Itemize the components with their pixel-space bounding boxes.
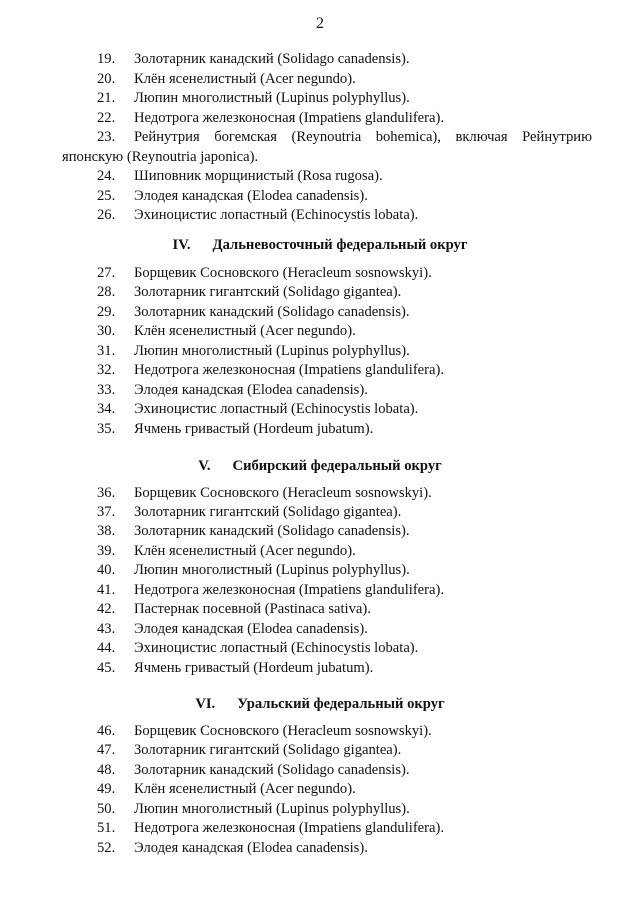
item-number: 44. (97, 640, 116, 656)
page-number: 2 (316, 15, 324, 32)
item-text: Золотарник гигантский (Solidago gigantea). (134, 284, 402, 300)
item-text: Недотрога железконосная (Impatiens glandulifera). (134, 582, 444, 598)
item-number: 31. (97, 343, 116, 359)
item-number: 33. (97, 382, 116, 398)
item-text: Ячмень гривастый (Hordeum jubatum). (134, 660, 374, 676)
item-number: 22. (97, 110, 116, 126)
item-number: 51. (97, 820, 116, 836)
item-text: Люпин многолистный (Lupinus polyphyllus). (134, 90, 410, 106)
item-text: Золотарник канадский (Solidago canadensis). (134, 523, 410, 539)
item-number: 46. (97, 723, 116, 739)
section-heading-v (0, 457, 640, 477)
item-number: 49. (97, 781, 116, 797)
item-number: 34. (97, 401, 116, 417)
item-number: 25. (97, 188, 116, 204)
section-heading-iv (0, 236, 640, 256)
item-number: 47. (97, 742, 116, 758)
section-title: Дальневосточный федеральный округ (212, 237, 468, 253)
item-text: Люпин многолистный (Lupinus polyphyllus). (134, 343, 410, 359)
item-text: Борщевик Сосновского (Heracleum sosnowskyi). (134, 265, 432, 281)
item-number: 23. (97, 129, 116, 145)
item-number: 45. (97, 660, 116, 676)
item-number: 40. (97, 562, 116, 578)
item-text: Клён ясенелистный (Acer negundo). (134, 323, 356, 339)
item-text: Недотрога железконосная (Impatiens glandulifera). (134, 362, 444, 378)
list-item (0, 128, 640, 168)
section-title: Сибирский федеральный округ (232, 458, 442, 474)
item-text: Недотрога железконосная (Impatiens glandulifera). (134, 820, 444, 836)
item-number: 28. (97, 284, 116, 300)
item-number: 32. (97, 362, 116, 378)
section-title: Уральский федеральный округ (237, 696, 445, 712)
item-text: Люпин многолистный (Lupinus polyphyllus). (134, 562, 410, 578)
item-number: 38. (97, 523, 116, 539)
item-text: Ячмень гривастый (Hordeum jubatum). (134, 421, 374, 437)
item-number: 29. (97, 304, 116, 320)
section-heading-vi (0, 695, 640, 715)
section-roman: V. (198, 458, 211, 474)
item-text: Элодея канадская (Elodea canadensis). (134, 840, 368, 856)
item-number: 48. (97, 762, 116, 778)
item-text: Шиповник морщинистый (Rosa rugosa). (134, 168, 383, 184)
item-number: 20. (97, 71, 116, 87)
item-number: 41. (97, 582, 116, 598)
item-text: Элодея канадская (Elodea canadensis). (134, 382, 368, 398)
item-number: 21. (97, 90, 116, 106)
item-number: 42. (97, 601, 116, 617)
item-text: Золотарник гигантский (Solidago gigantea). (134, 504, 402, 520)
item-text: Эхиноцистис лопастный (Echinocystis lobata). (134, 207, 419, 223)
item-text: Борщевик Сосновского (Heracleum sosnowskyi). (134, 723, 432, 739)
item-text: Эхиноцистис лопастный (Echinocystis lobata). (134, 640, 419, 656)
section-roman: VI. (195, 696, 216, 712)
item-number: 26. (97, 207, 116, 223)
item-text: Золотарник канадский (Solidago canadensis). (134, 304, 410, 320)
item-number: 36. (97, 485, 116, 501)
item-number: 30. (97, 323, 116, 339)
item-number: 52. (97, 840, 116, 856)
item-text: Эхиноцистис лопастный (Echinocystis lobata). (134, 401, 419, 417)
item-text: Золотарник гигантский (Solidago gigantea). (134, 742, 402, 758)
item-number: 24. (97, 168, 116, 184)
item-text: Люпин многолистный (Lupinus polyphyllus). (134, 801, 410, 817)
item-number: 19. (97, 51, 116, 67)
item-number: 50. (97, 801, 116, 817)
item-number: 37. (97, 504, 116, 520)
item-text: Золотарник канадский (Solidago canadensis). (134, 51, 410, 67)
item-text: Клён ясенелистный (Acer negundo). (134, 781, 356, 797)
item-number: 35. (97, 421, 116, 437)
item-text-line1: Рейнутрия богемская (Reynoutria bohemica), включая Рейнутрию (134, 129, 592, 145)
item-number: 39. (97, 543, 116, 559)
item-text: Борщевик Сосновского (Heracleum sosnowskyi). (134, 485, 432, 501)
item-text-line2: японскую (Reynoutria japonica). (62, 148, 259, 165)
item-text: Клён ясенелистный (Acer negundo). (134, 71, 356, 87)
item-text: Элодея канадская (Elodea canadensis). (134, 621, 368, 637)
item-text: Золотарник канадский (Solidago canadensis). (134, 762, 410, 778)
item-text: Элодея канадская (Elodea canadensis). (134, 188, 368, 204)
item-text: Клён ясенелистный (Acer negundo). (134, 543, 356, 559)
section-roman: IV. (172, 237, 191, 253)
item-text: Пастернак посевной (Pastinaca sativa). (134, 601, 371, 617)
item-number: 43. (97, 621, 116, 637)
item-number: 27. (97, 265, 116, 281)
item-text: Недотрога железконосная (Impatiens glandulifera). (134, 110, 444, 126)
